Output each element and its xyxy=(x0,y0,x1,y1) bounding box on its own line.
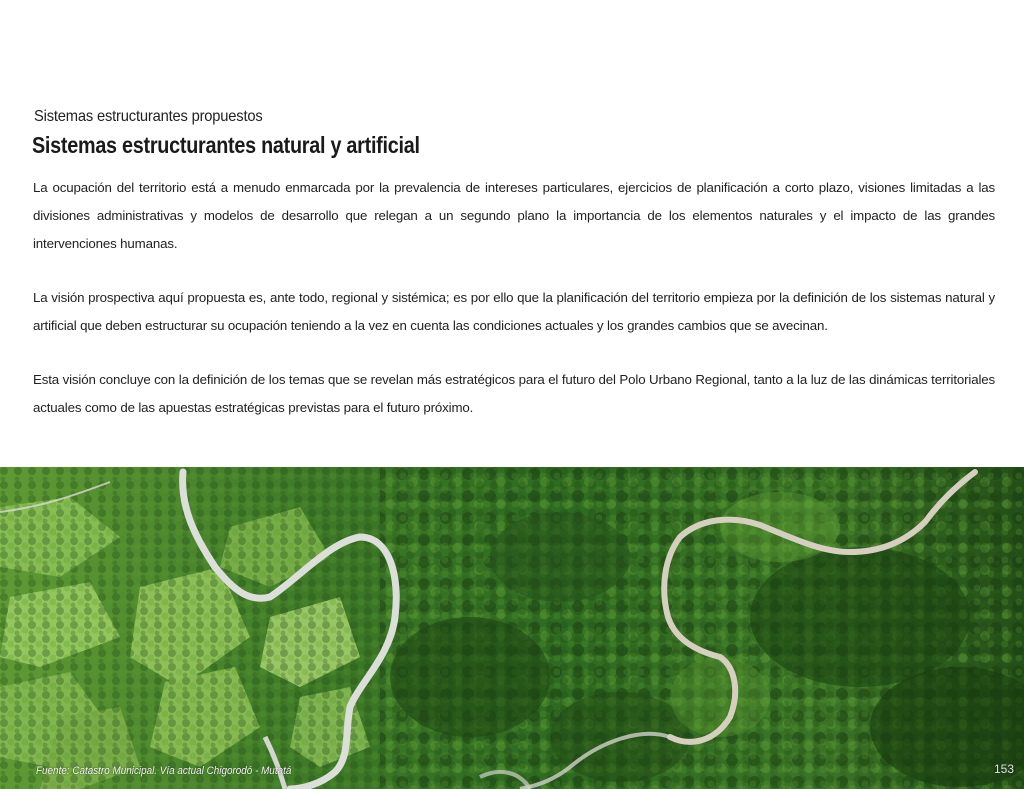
page-number: 153 xyxy=(993,762,1014,776)
body-text xyxy=(33,174,995,448)
paragraph-3: Esta visión concluye con la definición de los temas que se revelan más estratégicos para el futuro del Polo Urbano Regional, tanto a la luz de las dinámicas territoriales actuales como de las apuestas estratégicas previstas para el futuro próximo. xyxy=(33,372,995,415)
image-caption: Fuente: Catastro Municipal. Vía actual Chigorodó - Mutatá xyxy=(36,765,292,777)
page-title: Sistemas estructurantes natural y artificial xyxy=(32,132,420,158)
aerial-photo xyxy=(0,467,1024,789)
paragraph-2: La visión prospectiva aquí propuesta es, ante todo, regional y sistémica; es por ello que la planificación del territorio empieza por la definición de los sistemas natural y artificial que deben estructurar su ocupación teniendo a la vez en cuenta las condiciones actuales y los grandes cambios que se avecinan. xyxy=(33,290,995,333)
paragraph-1: La ocupación del territorio está a menudo enmarcada por la prevalencia de intereses particulares, ejercicios de planificación a corto plazo, visiones limitadas a las divisiones administrativas y modelos de desarrollo que relegan a un segundo plano la importancia de los elementos naturales y el impacto de las grandes intervenciones humanas. xyxy=(33,180,995,251)
section-subtitle: Sistemas estructurantes propuestos xyxy=(34,108,263,125)
